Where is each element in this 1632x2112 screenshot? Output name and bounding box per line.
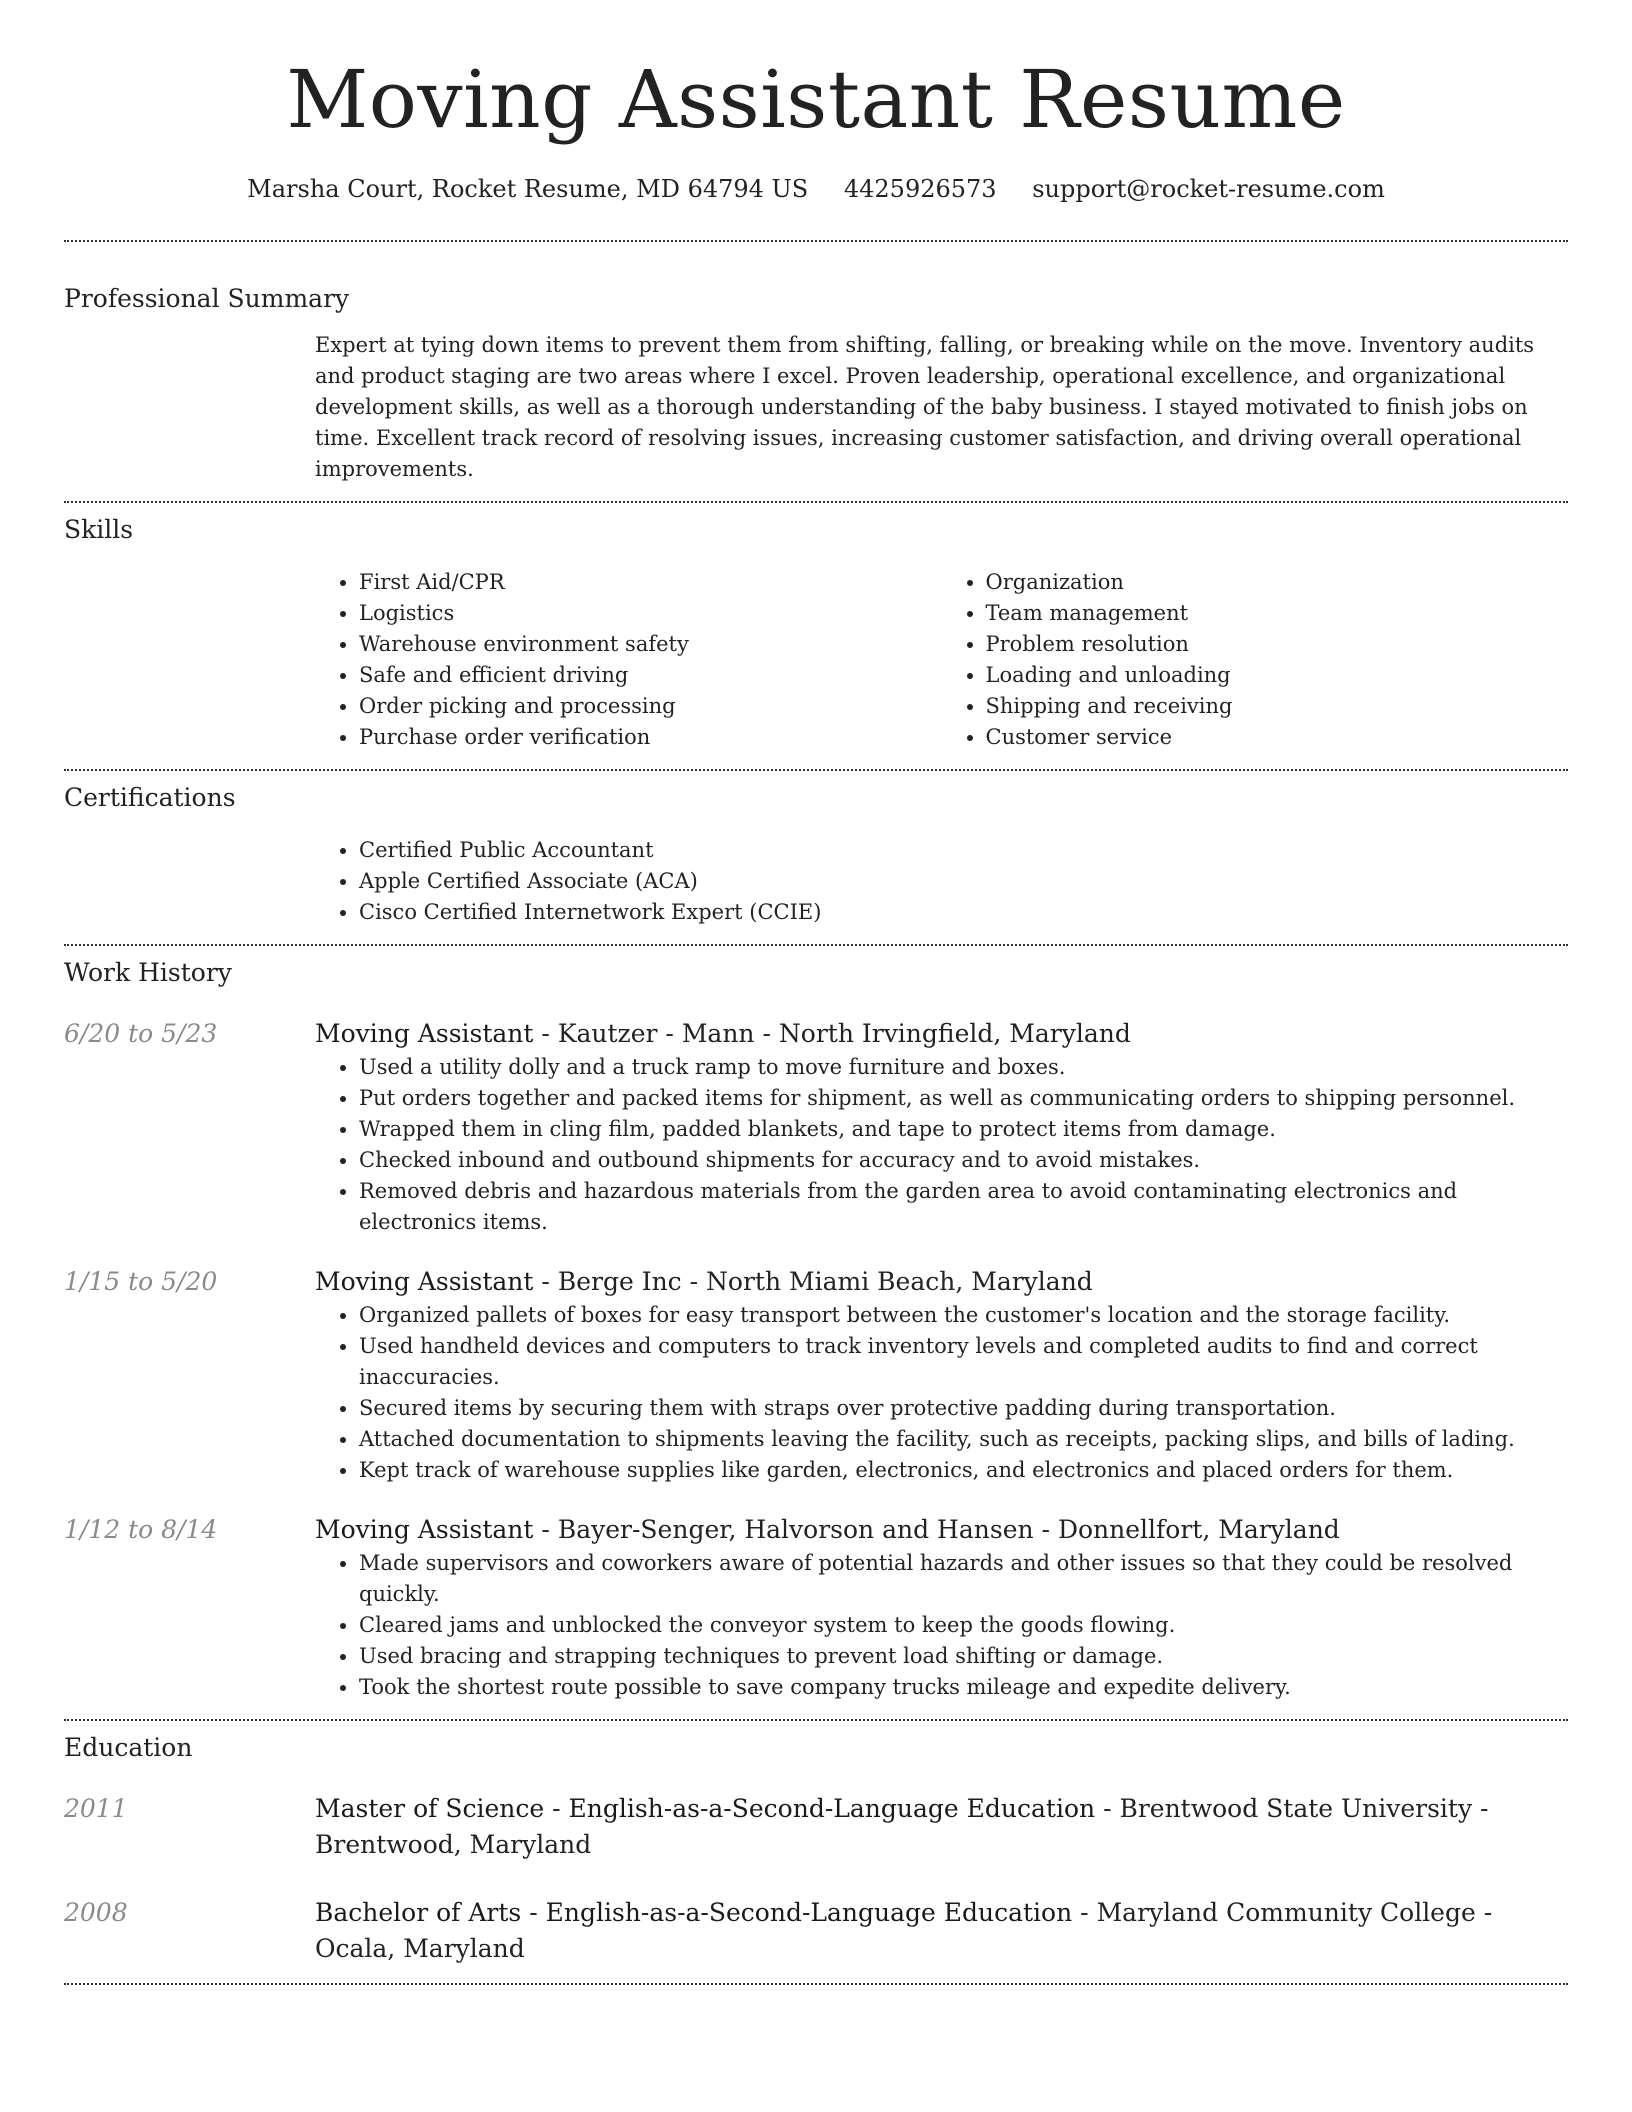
- list-item: • Cisco Certified Internetwork Expert (CCIE): [359, 897, 1568, 928]
- list-item: • Used bracing and strapping techniques to prevent load shifting or damage.: [359, 1641, 1568, 1672]
- separator: -: [541, 1019, 558, 1048]
- work-entry: [64, 1016, 1568, 1238]
- skills-list-left: [315, 567, 942, 753]
- job-company: Bayer-Senger, Halvorson and Hansen: [557, 1515, 1034, 1544]
- separator: -: [762, 1019, 779, 1048]
- list-item: • Customer service: [986, 722, 1569, 753]
- job-role: Moving Assistant: [315, 1515, 534, 1544]
- job-bullets: [315, 1052, 1568, 1238]
- education-heading: [315, 1791, 1568, 1863]
- job-location: North Miami Beach, Maryland: [706, 1267, 1093, 1296]
- list-item: • Safe and efficient driving: [359, 660, 942, 691]
- education-section: [64, 1721, 1568, 1983]
- section-title-summary: Professional Summary: [64, 284, 350, 313]
- education-location: Brentwood, Maryland: [315, 1830, 592, 1859]
- job-company: Berge Inc: [557, 1267, 682, 1296]
- certifications-bullets: [315, 835, 1568, 928]
- certifications-section: [64, 771, 1568, 944]
- work-entry: [64, 1264, 1568, 1486]
- section-title-skills: Skills: [64, 515, 134, 544]
- contact-line: [64, 172, 1568, 206]
- separator: -: [1080, 1898, 1097, 1927]
- work-heading: [315, 1264, 1568, 1300]
- list-item: • Cleared jams and unblocked the conveyor system to keep the goods flowing.: [359, 1610, 1568, 1641]
- separator: -: [529, 1898, 546, 1927]
- list-item: • Order picking and processing: [359, 691, 942, 722]
- resume-header: [64, 0, 1568, 206]
- divider: [64, 1983, 1568, 1985]
- list-item: • Removed debris and hazardous materials from the garden area to avoid contaminating electronics and electronics items.: [359, 1176, 1568, 1238]
- page-title: Moving Assistant Resume: [286, 53, 1346, 146]
- separator: -: [552, 1794, 569, 1823]
- list-item: • Certified Public Accountant: [359, 835, 1568, 866]
- contact-address: Marsha Court, Rocket Resume, MD 64794 US: [247, 175, 809, 203]
- job-company: Kautzer - Mann: [557, 1019, 755, 1048]
- separator: -: [689, 1267, 707, 1296]
- list-item: • Team management: [986, 598, 1569, 629]
- contact-email: support@rocket-resume.com: [1032, 175, 1385, 203]
- education-degree: Master of Science: [315, 1794, 545, 1823]
- education-heading: [315, 1895, 1568, 1967]
- section-title-work-history: Work History: [64, 958, 232, 987]
- work-heading: [315, 1512, 1568, 1548]
- education-year: 2011: [64, 1794, 128, 1823]
- job-bullets: [315, 1300, 1568, 1486]
- list-item: • Checked inbound and outbound shipments for accuracy and to avoid mistakes.: [359, 1145, 1568, 1176]
- list-item: • Loading and unloading: [986, 660, 1569, 691]
- summary-section: [64, 242, 1568, 501]
- skills-grid: [315, 567, 1568, 753]
- resume-page: [64, 0, 1568, 1985]
- work-entry-body: [315, 1512, 1568, 1703]
- education-year: 2008: [64, 1898, 128, 1927]
- work-entry-body: [315, 1264, 1568, 1486]
- list-item: • Attached documentation to shipments leaving the facility, such as receipts, packing slips, and bills of lading.: [359, 1424, 1568, 1455]
- separator: -: [1103, 1794, 1120, 1823]
- list-item: • Took the shortest route possible to save company trucks mileage and expedite delivery.: [359, 1672, 1568, 1703]
- work-heading: [315, 1016, 1568, 1052]
- certifications-list: [315, 835, 1568, 928]
- job-location: North Irvingfield, Maryland: [778, 1019, 1131, 1048]
- job-role: Moving Assistant: [315, 1019, 534, 1048]
- skills-section: [64, 503, 1568, 769]
- work-dates: 6/20 to 5/23: [64, 1019, 218, 1048]
- list-item: • Warehouse environment safety: [359, 629, 942, 660]
- list-item: • Secured items by securing them with straps over protective padding during transportation.: [359, 1393, 1568, 1424]
- skills-list-right: [942, 567, 1569, 753]
- separator: -: [541, 1515, 558, 1544]
- section-title-certifications: Certifications: [64, 783, 236, 812]
- work-entry-body: [315, 1016, 1568, 1238]
- separator: -: [1041, 1515, 1058, 1544]
- contact-phone: 4425926573: [843, 175, 997, 203]
- list-item: • Used a utility dolly and a truck ramp to move furniture and boxes.: [359, 1052, 1568, 1083]
- list-item: • Organized pallets of boxes for easy transport between the customer's location and the storage facility.: [359, 1300, 1568, 1331]
- education-entry: [64, 1895, 1568, 1967]
- education-field: English-as-a-Second-Language Education: [568, 1794, 1096, 1823]
- job-location: Donnellfort, Maryland: [1057, 1515, 1340, 1544]
- list-item: • Wrapped them in cling film, padded blankets, and tape to protect items from damage.: [359, 1114, 1568, 1145]
- education-field: English-as-a-Second-Language Education: [545, 1898, 1073, 1927]
- education-school: Brentwood State University: [1119, 1794, 1473, 1823]
- education-location: Ocala, Maryland: [315, 1934, 525, 1963]
- job-role: Moving Assistant: [315, 1267, 534, 1296]
- education-degree: Bachelor of Arts: [315, 1898, 522, 1927]
- separator: -: [1480, 1794, 1489, 1823]
- work-history-section: [64, 946, 1568, 1719]
- separator: -: [1483, 1898, 1493, 1927]
- list-item: • Kept track of warehouse supplies like garden, electronics, and electronics and placed orders for them.: [359, 1455, 1568, 1486]
- list-item: • Apple Certified Associate (ACA): [359, 866, 1568, 897]
- list-item: • Organization: [986, 567, 1569, 598]
- list-item: • Shipping and receiving: [986, 691, 1569, 722]
- section-title-education: Education: [64, 1733, 193, 1762]
- list-item: • Logistics: [359, 598, 942, 629]
- separator: -: [541, 1267, 558, 1296]
- work-entry: [64, 1512, 1568, 1703]
- job-bullets: [315, 1548, 1568, 1703]
- work-dates: 1/15 to 5/20: [64, 1267, 218, 1296]
- education-school: Maryland Community College: [1096, 1898, 1476, 1927]
- list-item: • Purchase order verification: [359, 722, 942, 753]
- summary-text: Expert at tying down items to prevent them from shifting, falling, or breaking while on the move. Inventory audits and product staging are two areas where I excel. Proven leadership, operational excellence, and organizational development skills, as well as a thorough understanding of the baby business. I stayed motivated to finish jobs on time. Excellent track record of resolving issues, increasing customer satisfaction, and driving overall operational improvements.: [315, 333, 1535, 481]
- list-item: • Made supervisors and coworkers aware of potential hazards and other issues so that they could be resolved quickly.: [359, 1548, 1568, 1610]
- list-item: • First Aid/CPR: [359, 567, 942, 598]
- work-dates: 1/12 to 8/14: [64, 1515, 218, 1544]
- list-item: • Put orders together and packed items for shipment, as well as communicating orders to shipping personnel.: [359, 1083, 1568, 1114]
- education-entry: [64, 1791, 1568, 1863]
- list-item: • Problem resolution: [986, 629, 1569, 660]
- list-item: • Used handheld devices and computers to track inventory levels and completed audits to find and correct inaccuracies.: [359, 1331, 1568, 1393]
